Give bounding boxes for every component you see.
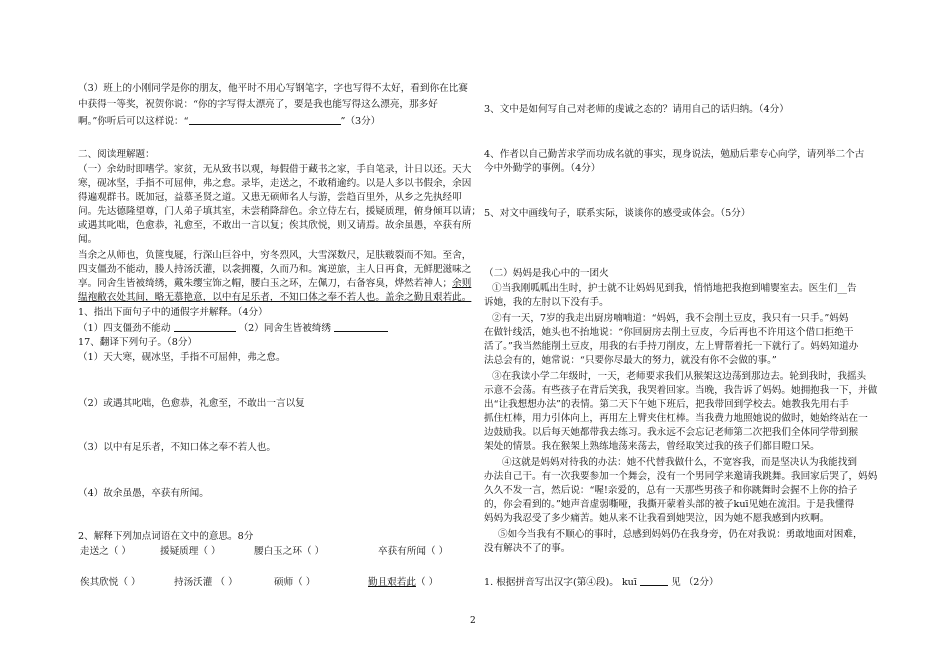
q17-item: （1）天大寒，砚冰坚，手指不可屈伸，弗之怠。 bbox=[78, 352, 286, 363]
answer-blank[interactable] bbox=[174, 321, 236, 332]
q1-title: 1、指出下面句子中的通假字并解释。（4分） bbox=[78, 307, 268, 318]
underlined-sentence: 缊袍敝衣处其间，略无慕艳意，以中有足乐者，不知口体之奉不若人也。盖余之勤且艰若此。 bbox=[78, 292, 472, 303]
q2-item: 援疑质理（ ） bbox=[160, 546, 221, 557]
q4-line2: 今中外勤学的事例。（4分） bbox=[484, 163, 601, 174]
q3-line2: 中获得一等奖，祝贺你说：“你的字写得太漂亮了，要是我也能写得这么漂亮，那多好 bbox=[78, 99, 438, 110]
passage2-line: 边鼓励我。以后每天她都带我去练习。我永远不会忘记老师第二次把我们全体同学带到猴 bbox=[484, 427, 859, 438]
passage2-line: 在做针线活，她头也不抬地说：“你回厨房去削土豆皮，今后再也不许用这个借口拒绝干 bbox=[484, 327, 854, 338]
answer-blank[interactable] bbox=[189, 114, 341, 125]
passage2-line: 妈妈为我忍受了多少痛苦。她从来不让我看到她哭泣，因为她不愿我感到内疚啊。 bbox=[484, 513, 830, 524]
passage1-line: 四支僵劲不能动，媵人持汤沃灌，以衾拥覆，久而乃和。寓逆旅，主人日再食，无鲜肥滋味之 bbox=[78, 264, 472, 275]
passage1-line: 闻。 bbox=[78, 234, 98, 245]
passage2-line: 架处的情景。我在猴架上熟练地荡来荡去，曾经取笑过我的孩子们都目瞪口呆。 bbox=[484, 441, 820, 452]
passage1-line: 问。先达德隆望尊，门人弟子填其室，未尝稍降辞色。余立侍左右，援疑质理，俯身倾耳以请； bbox=[78, 206, 481, 217]
q5: 5、对文中画线句子，联系实际，谈谈你的感受或体会。（5分） bbox=[484, 208, 751, 219]
answer-blank[interactable] bbox=[334, 321, 388, 332]
q2-item: 卒获有所闻（ ） bbox=[378, 546, 449, 557]
passage2-line: 诉她，我的左肘以下没有手。 bbox=[484, 297, 609, 308]
q1-items: （1）四支僵劲不能动 （2）同舍生皆被绮绣 bbox=[78, 321, 388, 335]
passage2-line: 法总会有的，她常说：“只要你尽最大的努力，就没有你不会做的事。” bbox=[484, 355, 777, 366]
q3-right: 3、文中是如何写自己对老师的虔诚之态的？请用自己的话归纳。（4分） bbox=[484, 104, 789, 115]
passage2-line: ②有一天，7岁的我走出厨房喃喃道：“妈妈，我不会削土豆皮，我只有一只手。”妈妈 bbox=[492, 313, 849, 324]
q17-item: （3）以中有足乐者，不知口体之奉不若人也。 bbox=[78, 442, 276, 453]
passage2-line: 办法自己干。有一次我要参加一个舞会，没有一个男同学来邀请我跳舞。我回家后哭了，妈妈 bbox=[484, 471, 878, 482]
q2-item: 腰白玉之环（ ） bbox=[254, 546, 325, 557]
passage1-line: （一）余幼时即嗜学。家贫，无从致书以观，每假借于藏书之家，手自笔录，计日以还。天大 bbox=[78, 164, 472, 175]
passage2-line: ①当我刚呱呱出生时，护士就不让妈妈见到我，悄悄地把我抱到哺婴室去。医生们__告 bbox=[492, 283, 857, 294]
passage2-line: 久久不发一言，然后说：“喔!亲爱的，总有一天那些男孩子和你跳舞时会握不上你的拾子 bbox=[484, 485, 858, 496]
q17-item: （2）或遇其叱咄，色愈恭，礼愈至，不敢出一言以复 bbox=[78, 398, 305, 409]
passage2-line: ④这就是妈妈对待我的办法：她不代替我做什么，不宽容我，而是坚决认为我能找到 bbox=[502, 457, 857, 468]
section-title: 二、阅读理解题： bbox=[78, 149, 155, 160]
passage2-line: ③在我读小学二年级时，一天，老师要求我们从猴架这边荡到那边去。轮到我时，我摇头 bbox=[492, 371, 867, 382]
q2-item: 走送之（ ） bbox=[80, 546, 132, 557]
question-pinyin: 1. 根据拼音写出汉字(第④段)。 kuī 见 （2分） bbox=[484, 577, 719, 588]
passage1-line: 得遍观群书。既加冠，益慕圣贤之道。又患无硕师名人与游，尝趋百里外，从乡之先执经叩 bbox=[78, 192, 462, 203]
q2-item: 硕师（ ） bbox=[274, 577, 316, 588]
q3-line1: （3）班上的小刚同学是你的朋友，他平时不用心写钢笔字，字也写得不太好，看到你在比赛 bbox=[78, 83, 468, 94]
passage1-line: 当余之从师也，负箧曳屣，行深山巨谷中，穷冬烈风，大雪深数尺，足肤皲裂而不知。至舍， bbox=[78, 250, 472, 261]
q2-item: 俟其欣悦（ ） bbox=[80, 577, 141, 588]
passage2-line: 出“让我想想办法”的表情。第二天下午她下班后，把我带回到学校去。她教我先用右手 bbox=[484, 399, 849, 410]
q2-title: 2、解释下列加点词语在文中的意思。8分 bbox=[78, 531, 254, 542]
q2-item: 勤且艰若此（ ） bbox=[368, 577, 439, 588]
passage2-line: 抓住杠棒，用力引体向上，再用左上臂夹住杠棒。当我费力地照她说的做时，她始终站在一 bbox=[484, 413, 868, 424]
q17-title: 17、翻译下列句子。（8分） bbox=[78, 337, 198, 348]
passage1-line: 享。同舍生皆被绮绣，戴朱缨宝饰之帽，腰白玉之环，左佩刀，右备容臭，烨然若神人；余则 bbox=[78, 278, 472, 289]
passage2-title: （二）妈妈是我心中的一团火 bbox=[484, 268, 609, 279]
answer-blank[interactable] bbox=[640, 575, 668, 586]
passage1-line: 寒，砚冰坚，手指不可屈伸，弗之怠。录毕，走送之，不敢稍逾约。以是人多以书假余，余因 bbox=[78, 178, 472, 189]
passage2-line: 没有解决不了的事。 bbox=[484, 543, 571, 554]
q3-line3: 啊。”你听后可以这样说：“ ”（3分） bbox=[78, 116, 381, 127]
page-number: 2 bbox=[470, 616, 476, 626]
q2-item: 持汤沃灌 （ ） bbox=[174, 577, 238, 588]
passage2-line: ⑤如今当我有不顺心的事时，总感到妈妈仍在我身旁，仍在对我说：勇敢地面对困难， bbox=[498, 529, 863, 540]
passage2-line: 的，你会看到的。”她声音虚弱嘶哑，我撕开蒙着头部的被子kuī见她在流泪。于是我懂得 bbox=[484, 499, 855, 510]
passage1-line: 或遇其叱咄，色愈恭，礼愈至，不敢出一言以复；俟其欣悦，则又请焉。故余虽愚，卒获有所 bbox=[78, 220, 472, 231]
passage2-line: 示意不会荡。有些孩子在背后笑我，我哭着回家。当晚，我告诉了妈妈。她拥抱我一下，并做 bbox=[484, 385, 878, 396]
q4-line1: 4、作者以自己勤苦求学而功成名就的事实，现身说法，勉励后辈专心向学，请列举二个古 bbox=[484, 149, 865, 160]
q17-item: （4）故余虽愚，卒获有所闻。 bbox=[78, 488, 209, 499]
passage2-line: 活了。”我当然能削土豆皮，用我的右手持刀削皮，左上臂帮着托一下就行了。妈妈知道办 bbox=[484, 341, 859, 352]
underlined-sentence: 余则 bbox=[452, 278, 472, 289]
